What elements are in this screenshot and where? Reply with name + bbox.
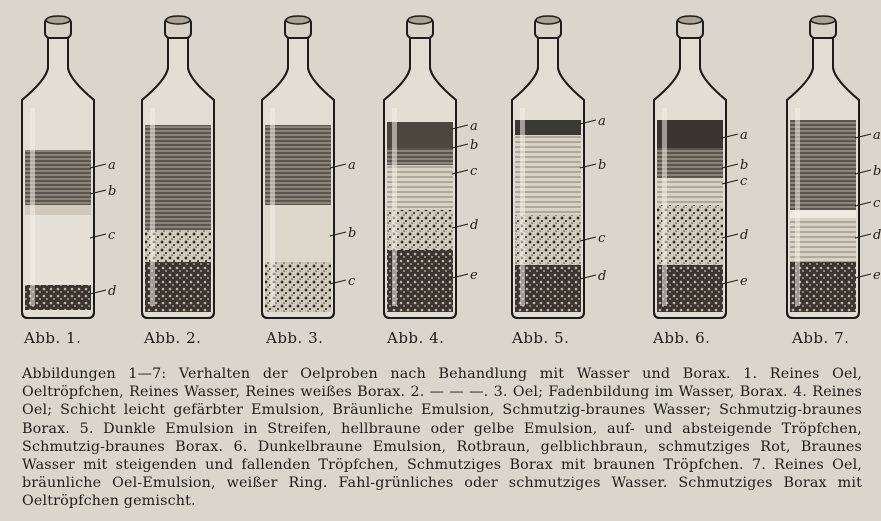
caption-abb-7: Abb. 7.: [792, 329, 850, 347]
caption-text: Abbildungen 1—7: Verhalten der Oelproben nach Behandlung mit Wasser und Borax. 1. Reines Oel, Oeltröpfchen, Reines Wasser, Reines weißes Borax. 2. — — —. 3. Oel; Fadenbildung im Wasser, Borax. 4. Reines Oel; Schicht leicht gefärbter Emulsion, Bräunliche Emulsion, Schmutzig-braunes Wasser; Schmutzig-braunes Borax. 5. Dunkle Emulsion in Streifen, hellbraune oder gelbe Emulsion, auf- und absteigende Tröpfchen, Schmutzig-braunes Borax. 6. Dunkelbraune Emulsion, Rotbraun, gelblichbraun, schmutziges Rot, Braunes Wasser mit steigenden und fallenden Tröpfchen, Schmutziges Borax mit braunen Tröpfchen. 7. Reines Oel, bräunliche Oel-Emulsion, weißer Ring. Fahl-grünliches oder schmutziges Wasser. Schmutziges Borax mit Oeltröpfchen gemischt.: [22, 366, 862, 510]
caption-abb-3: Abb. 3.: [266, 329, 324, 347]
caption-abb-4: Abb. 4.: [387, 329, 445, 347]
bottle-6-label-c: c: [740, 174, 748, 189]
bottle-7-label-b: b: [873, 164, 881, 179]
bottle-4-label-a: a: [470, 119, 478, 134]
bottle-1-label-d: d: [108, 284, 117, 299]
caption-abb-2: Abb. 2.: [144, 329, 202, 347]
bottle-5-label-c: c: [598, 231, 606, 246]
bottle-6: [654, 16, 748, 318]
bottle-5-label-a: a: [598, 114, 606, 129]
bottle-5-label-b: b: [598, 158, 607, 173]
bottle-7-label-c: c: [873, 196, 881, 211]
bottle-7-label-a: a: [873, 128, 881, 143]
bottle-6-label-b: b: [740, 158, 749, 173]
caption-abb-6: Abb. 6.: [653, 329, 711, 347]
bottle-3-label-a: a: [348, 158, 356, 173]
figure-caption: [22, 365, 862, 511]
bottle-4: [384, 16, 478, 318]
bottle-3: [262, 16, 356, 318]
bottle-7: [787, 16, 881, 318]
bottle-4-label-e: e: [470, 268, 478, 283]
bottle-5: [512, 16, 606, 318]
bottle-1-label-b: b: [108, 184, 117, 199]
bottle-3-label-c: c: [348, 274, 356, 289]
bottle-7-label-d: d: [873, 228, 881, 243]
bottle-5-label-d: d: [598, 269, 607, 284]
bottle-7-label-e: e: [873, 268, 881, 283]
bottle-4-label-d: d: [470, 218, 479, 233]
bottle-2: [142, 16, 214, 318]
bottle-6-label-e: e: [740, 274, 748, 289]
bottle-3-label-b: b: [348, 226, 357, 241]
bottle-1-label-a: a: [108, 158, 116, 173]
bottle-4-label-c: c: [470, 164, 478, 179]
bottle-1: [22, 16, 116, 318]
bottle-6-label-d: d: [740, 228, 749, 243]
bottle-1-label-c: c: [108, 228, 116, 243]
bottle-4-label-b: b: [470, 138, 479, 153]
caption-abb-5: Abb. 5.: [512, 329, 570, 347]
bottle-6-label-a: a: [740, 128, 748, 143]
caption-abb-1: Abb. 1.: [24, 329, 82, 347]
